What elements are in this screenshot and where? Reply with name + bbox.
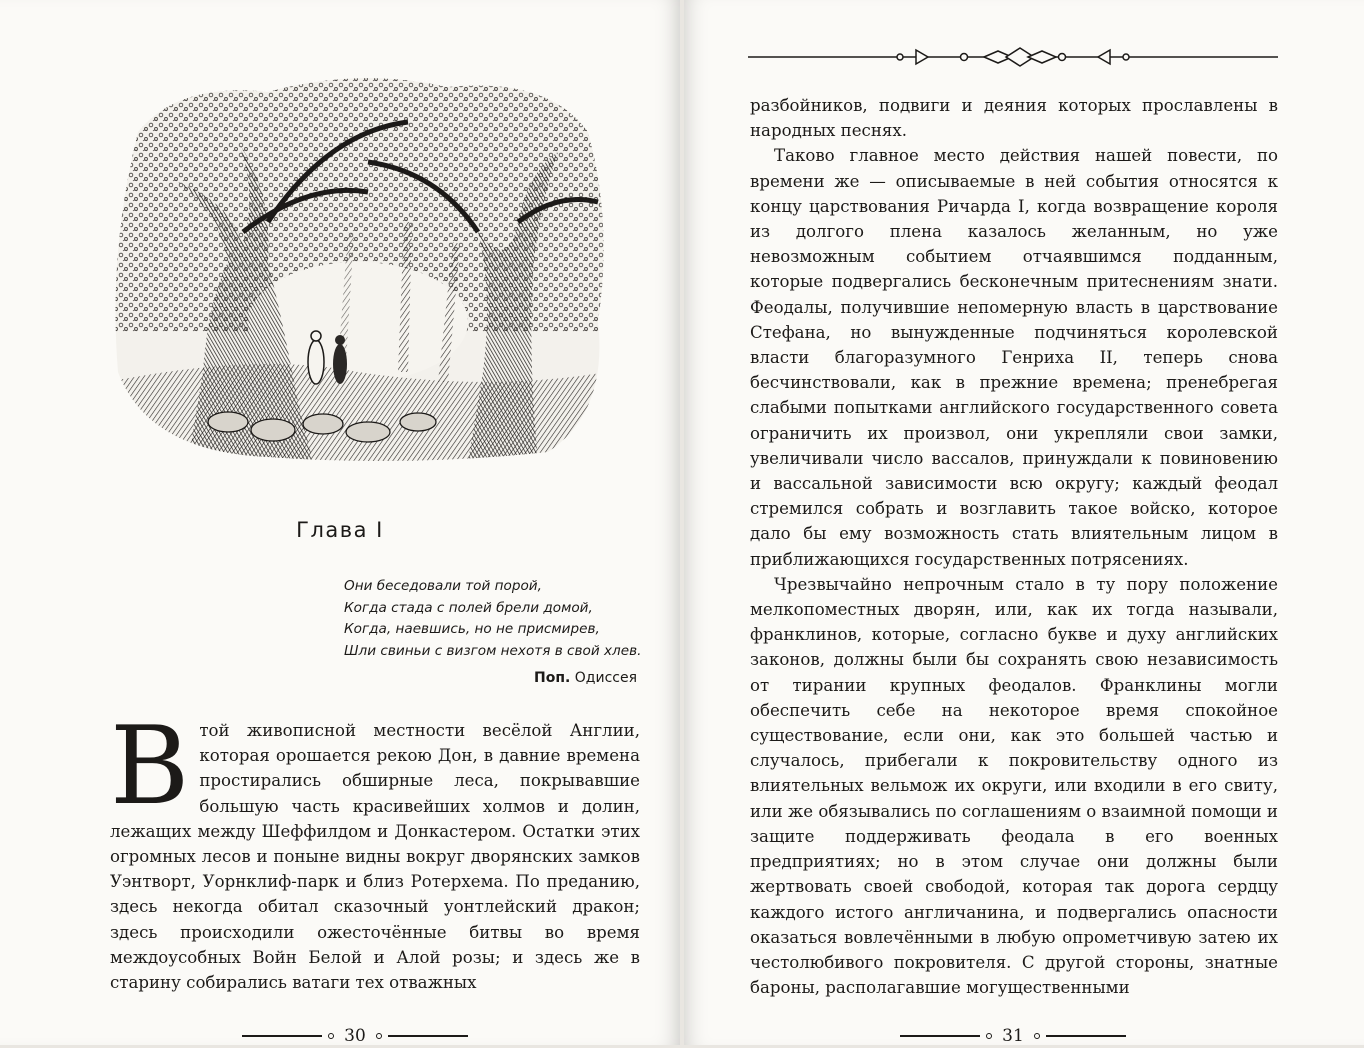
epigraph-line: Они беседовали той порой,	[344, 578, 542, 594]
footer-rule	[388, 1035, 468, 1037]
page-footer	[898, 1024, 1128, 1048]
right-page	[684, 0, 1364, 1045]
footer-dot-icon	[328, 1033, 334, 1039]
forest-engraving-icon	[108, 72, 608, 462]
page-number: 31	[1002, 1026, 1024, 1046]
left-body-text	[110, 704, 640, 995]
footer-rule	[1046, 1035, 1126, 1037]
chapter-title: Глава I	[296, 518, 384, 542]
drop-cap: В	[110, 704, 190, 829]
epigraph-line: Шли свиньи с визгом нехотя в свой хлев.	[344, 642, 642, 659]
body-paragraph: той живописной местности весёлой Англии, которая орошается рекою Дон, в давние времена простирались обширные леса, покрывавшие большую часть красивейших холмов и долин, лежащих между Шеффилдом и Донкастером. Остатки этих огромных лесов и поныне видны вокруг дворянских замков Уэнтворт, Уорнклиф-парк и близ Ротерхема. По преданию, здесь некогда обитал сказочный уонтлейский дракон; здесь происходили ожесточённые битвы во время междоусобных Войн Белой и Алой розы; и здесь же в старину собирались ватаги тех отважных	[110, 721, 640, 993]
right-body-text	[750, 93, 1278, 1000]
epigraph	[344, 576, 644, 662]
left-page	[0, 0, 680, 1045]
epigraph-author: Поп.	[533, 670, 571, 686]
footer-rule	[900, 1035, 980, 1037]
footer-rule	[242, 1035, 322, 1037]
epigraph-source	[534, 670, 637, 686]
footer-dot-icon	[376, 1033, 382, 1039]
body-paragraph: разбойников, подвиги и деяния которых прославлены в народных песнях.	[750, 96, 1278, 141]
body-paragraph: Чрезвычайно непрочным стало в ту пору положение мелкопоместных дворян, или, как их тогда называли, франклинов, которые, согласно букве и духу английских законов, должны были бы сохранять свою независимость от тирании крупных феодалов. Франклины могли обеспечить себе на некоторое время спокойное существование, если они, как это большей частью и случалось, прибегали к покровительству одного из влиятельных вельмож их округи, или входили в его свиту, или же обязывались по соглашениям о взаимной помощи и защите поддерживать феодала в его военных предприятиях; но в этом случае они должны были жертвовать своей свободой, которая так дорога сердцу каждого истого англичанина, и подвергались опасности оказаться вовлечёнными в любую опрометчивую затею их честолюбивого покровителя. С другой стороны, знатные бароны, располагавшие могущественными	[750, 574, 1278, 998]
page-footer	[240, 1024, 470, 1048]
body-paragraph: Таково главное место действия нашей повести, по времени же — описываемые в ней события относятся к концу царствования Ричарда I, когда возвращение короля из долгого плена казалось желанным, но уже невозможным событием отчаявшимся подданным, которые подвергались бесконечным притеснениям знати. Феодалы, получившие непомерную власть в царствование Стефана, но вынужденные подчиняться королевской власти благоразумного Генриха II, теперь снова бесчинствовали, как в прежние времена; пренебрегая слабыми попытками английского государственного совета ограничить их произвол, они укрепляли свои замки, увеличивали число вассалов, принуждали к повиновению и вассальной зависимости всю округу; каждый феодал стремился собрать и возглавить такое войско, которое дало бы ему возможность стать влиятельным лицом в приближающихся государственных потрясениях.	[750, 146, 1278, 569]
epigraph-work: Одиссея	[574, 670, 637, 686]
epigraph-line: Когда, наевшись, но не присмирев,	[344, 621, 600, 637]
page-number: 30	[344, 1026, 366, 1046]
footer-dot-icon	[1034, 1033, 1040, 1039]
footer-dot-icon	[986, 1033, 992, 1039]
epigraph-line: Когда стада с полей брели домой,	[344, 599, 593, 616]
ornamental-divider-icon	[748, 42, 1278, 72]
